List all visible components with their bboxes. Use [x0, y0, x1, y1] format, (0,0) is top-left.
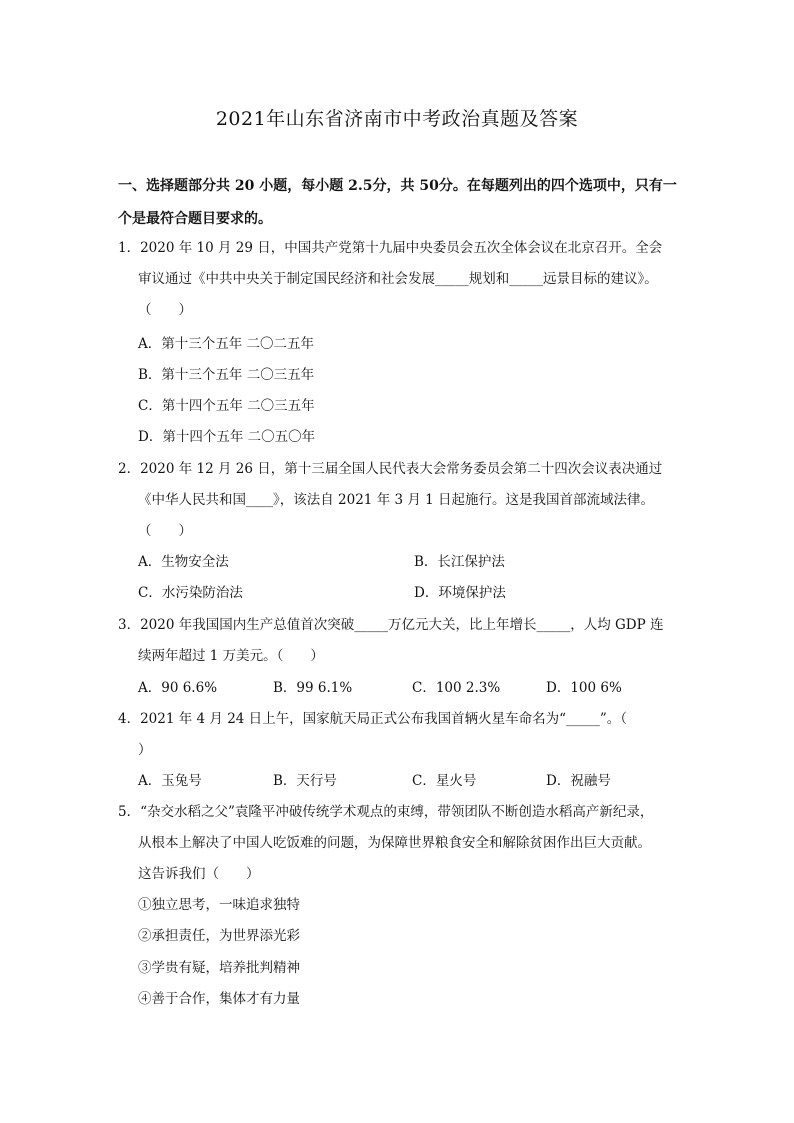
q2-option-d: D．环境保护法 [414, 585, 506, 601]
q5-item-1: ①独立思考，一味追求独特 [138, 897, 300, 913]
q2-option-a: A．生物安全法 [138, 554, 229, 570]
q3-option-c: C．100 2.3% [412, 680, 501, 696]
q3-option-a: A．90 6.6% [138, 680, 218, 696]
q1-stem-line-1: 1．2020 年 10 月 29 日，中国共产党第十九届中央委员会五次全体会议在北京召开。全会 [118, 240, 663, 256]
q5-item-4: ④善于合作，集体才有力量 [138, 991, 300, 1007]
q3-stem-line-2: 续两年超过 1 万美元。（ ） [138, 648, 324, 664]
q2-answer-paren: （ ） [138, 523, 192, 539]
q1-option-a: A．第十三个五年 二〇二五年 [138, 336, 315, 352]
q1-answer-paren: （ ） [138, 302, 192, 318]
q5-stem-line-1: 5．“杂交水稻之父”袁隆平冲破传统学术观点的束缚，带领团队不断创造水稻高产新纪录， [118, 804, 654, 820]
page-title: 2021年山东省济南市中考政治真题及答案 [215, 108, 579, 130]
q4-option-c: C．星火号 [412, 773, 477, 789]
q2-stem-line-1: 2．2020 年 12 月 26 日，第十三届全国人民代表大会常务委员会第二十四次会议表决通过 [118, 461, 663, 477]
q5-item-3: ③学贵有疑，培养批判精神 [138, 960, 300, 976]
q3-option-d: D．100 6% [546, 680, 622, 696]
q4-stem-line-2: ） [138, 742, 152, 758]
q5-stem-line-2: 从根本上解决了中国人吃饭难的问题，为保障世界粮食安全和解除贫困作出巨大贡献。 [138, 835, 651, 851]
q3-option-b: B．99 6.1% [273, 680, 353, 696]
q1-option-c: C．第十四个五年 二〇三五年 [138, 398, 315, 414]
q4-stem-line-1: 4．2021 年 4 月 24 日上午，国家航天局正式公布我国首辆火星车命名为“_____”。（ [118, 711, 627, 727]
q4-option-a: A．玉兔号 [138, 773, 202, 789]
q2-option-c: C．水污染防治法 [138, 585, 243, 601]
q1-option-b: B．第十三个五年 二〇三五年 [138, 367, 315, 383]
q5-item-2: ②承担责任，为世界添光彩 [138, 928, 300, 944]
q4-option-d: D．祝融号 [546, 773, 611, 789]
q2-stem-line-2: 《中华人民共和国____》，该法自 2021 年 3 月 1 日起施行。这是我国首部流域法律。 [138, 492, 655, 508]
q5-stem-line-3: 这告诉我们（ ） [138, 866, 260, 882]
section-heading: 一、选择题部分共 20 小题，每小题 2.5分，共 50分。在每题列出的四个选项中，只有一个是最符合题目要求的。 [118, 178, 677, 227]
q2-option-b: B．长江保护法 [414, 554, 505, 570]
q1-option-d: D．第十四个五年 二〇五〇年 [138, 429, 316, 445]
q1-stem-line-2: 审议通过《中共中央关于制定国民经济和社会发展_____规划和_____远景目标的建议》。 [138, 271, 658, 287]
q3-stem-line-1: 3．2020 年我国国内生产总值首次突破_____万亿元大关，比上年增长_____，人均 GDP 连 [118, 617, 664, 633]
q4-option-b: B．天行号 [273, 773, 337, 789]
